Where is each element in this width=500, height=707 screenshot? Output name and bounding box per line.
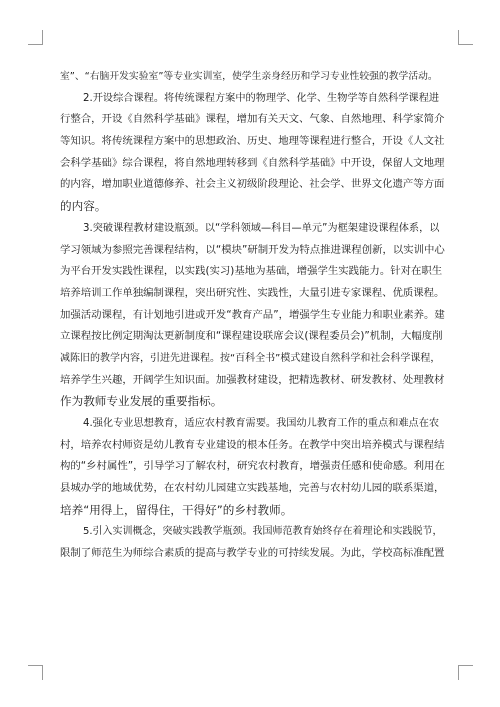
document-body	[60, 66, 444, 565]
crop-mark-top-right	[458, 30, 473, 45]
text-line: 培养“用得上，留得住，干得好”的乡村教师。	[60, 502, 293, 517]
text-line: 行整合，开设《自然科学基础》课程，增加有关天文、气象、自然地理、科学家简介	[60, 113, 445, 126]
text-line: 加强活动课程，有计划地引进或开发“教育产品”，增强学生专业能力和职业素养。建	[60, 308, 445, 321]
crop-mark-bottom-left	[28, 665, 43, 680]
text-line: 限制了师范生为师综合素质的提高与教学专业的可持续发展。为此，学校高标准配置	[60, 547, 445, 560]
text-line: 等知识。将传统课程方案中的思想政治、历史、地理等课程进行整合，开设《人文社	[60, 135, 445, 148]
text-line: 的内容，增加职业道德修养、社会主义初级阶段理论、社会学、世界文化遗产等方面	[60, 178, 445, 191]
text-line: 立课程按比例定期淘汰更新制度和“课程建设联席会议(课程委员会)”机制，大幅度削	[60, 330, 443, 343]
text-line: 作为教师专业发展的重要指标。	[60, 394, 223, 409]
text-line: 学习领域为参照完善课程结构，以“模块”研制开发为特点推进课程创新，以实训中心	[60, 243, 445, 256]
paragraph-3-heading-line: 3.突破课程教材建设瓶颈。以“学科领域—科目—单元”为框架建设课程体系，以	[83, 222, 440, 234]
text-line: 会科学基础》综合课程，将自然地理转移到《自然科学基础》中开设，保留人文地理	[60, 156, 445, 169]
text-line: 培养培训工作单独编制课程，突出研究性、实践性，大量引进专家课程、优质课程。	[60, 286, 445, 299]
text-line: 村，培养农村师资是幼儿教育专业建设的根本任务。在教学中突出培养模式与课程结	[60, 438, 445, 451]
paragraph-2-heading-line: 2.开设综合课程。将传统课程方案中的物理学、化学、生物学等自然科学课程进	[83, 92, 440, 104]
text-line: 培养学生兴趣，开阔学生知识面。加强教材建设，把精选教材、研发教材、处理教材	[60, 373, 445, 386]
text-line: 的内容。	[60, 199, 107, 214]
text-line: 县城办学的地域优势，在农村幼儿园建立实践基地，完善与农村幼儿园的联系渠道，	[60, 482, 445, 495]
text-line: 室”、“右脑开发实验室”等专业实训室，使学生亲身经历和学习专业性较强的教学活动。	[60, 71, 438, 82]
crop-mark-top-left	[28, 30, 43, 45]
paragraph-4-heading-line: 4.强化专业思想教育，适应农村教育需要。我国幼儿教育工作的重点和难点在农	[83, 418, 440, 429]
text-line: 构的“乡村属性”，引导学习了解农村，研究农村教育，增强责任感和使命感。利用在	[60, 460, 445, 473]
text-line: 为平台开发实践性课程，以实践(实习)基地为基础，增强学生实践能力。针对在职生	[60, 265, 443, 278]
paragraph-5-heading-line: 5.引入实训概念，突破实践教学瓶颈。我国师范教育始终存在着理论和实践脱节，	[83, 526, 443, 538]
text-line: 减陈旧的教学内容，引进先进课程。按“百科全书”模式建设自然科学和社会科学课程，	[60, 352, 441, 364]
crop-mark-bottom-right	[458, 665, 473, 680]
